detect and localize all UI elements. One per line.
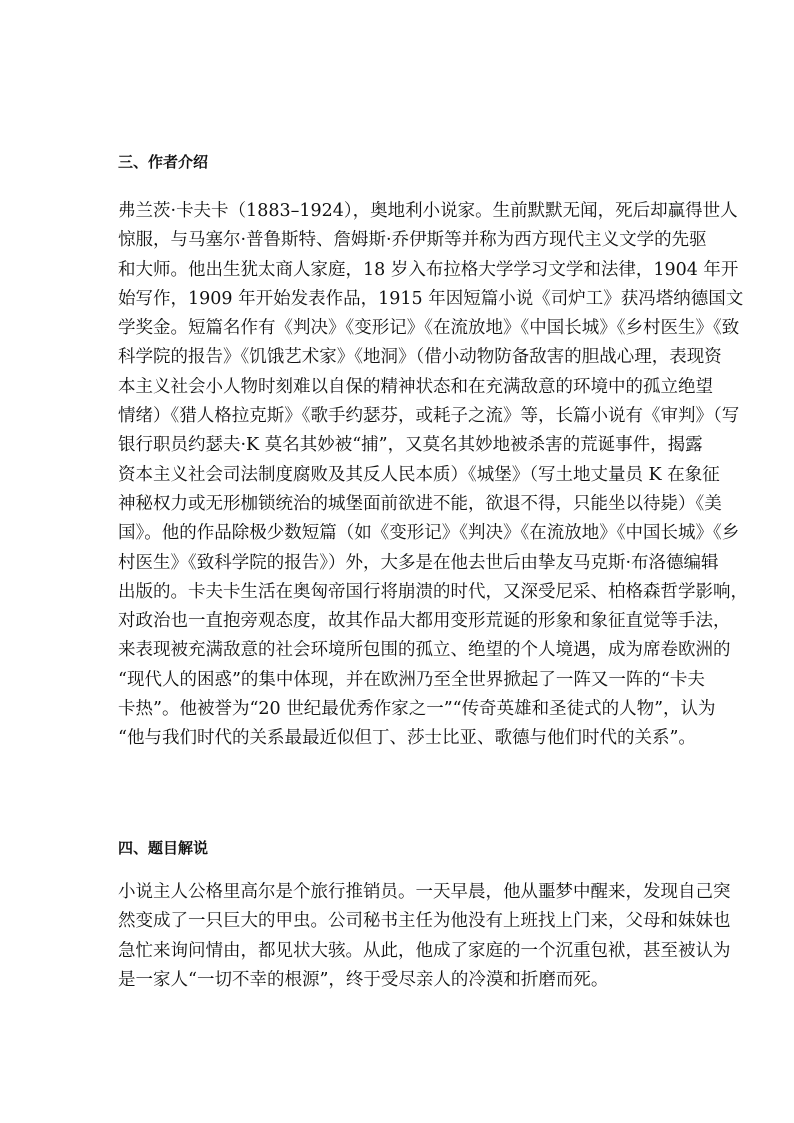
author-intro-paragraph <box>118 197 748 754</box>
paragraph-line: 惊服，与马塞尔·普鲁斯特、詹姆斯·乔伊斯等并称为西方现代主义文学的先驱 <box>118 230 707 251</box>
paragraph-line: 情绪）《猎人格拉克斯》《歌手约瑟芬，或耗子之流》等，长篇小说有《审判》（写 <box>118 406 740 427</box>
paragraph-line: 对政治也一直抱旁观态度，故其作品大都用变形荒诞的形象和象征直觉等手法， <box>118 611 731 632</box>
paragraph-line: 银行职员约瑟夫·K 莫名其妙被“捕”，又莫名其妙地被杀害的荒诞事件，揭露 <box>118 435 703 456</box>
paragraph-line: 学奖金。短篇名作有《判决》《变形记》《在流放地》《中国长城》《乡村医生》《致 <box>118 318 740 339</box>
paragraph-line: 然变成了一只巨大的甲虫。公司秘书主任为他没有上班找上门来，父母和妹妹也 <box>118 911 731 932</box>
paragraph-line: 资本主义社会司法制度腐败及其反人民本质）《城堡》（写土地丈量员 K 在象征 <box>118 464 720 485</box>
paragraph-line: 国》。他的作品除极少数短篇（如《变形记》《判决》《在流放地》《中国长城》《乡 <box>118 523 740 544</box>
paragraph-line: 科学院的报告》《饥饿艺术家》《地洞》（借小动物防备敌害的胆战心理，表现资 <box>118 347 722 368</box>
paragraph-line: 村医生》《致科学院的报告》）外，大多是在他去世后由挚友马克斯·布洛德编辑 <box>118 552 719 573</box>
paragraph-line: 急忙来询问情由，都见状大骇。从此，他成了家庭的一个沉重包袱，甚至被认为 <box>118 940 731 961</box>
section-heading-author-intro: 三、作者介绍 <box>118 153 209 171</box>
paragraph-line: 出版的。卡夫卡生活在奥匈帝国行将崩溃的时代，又深受尼采、柏格森哲学影响， <box>118 581 748 602</box>
paragraph-line: 卡热”。他被誉为“20 世纪最优秀作家之一”“传奇英雄和圣徒式的人物”，认为 <box>118 699 716 720</box>
paragraph-line: 和大师。他出生犹太商人家庭，18 岁入布拉格大学学习文学和法律，1904 年开 <box>118 259 739 280</box>
paragraph-line: 始写作，1909 年开始发表作品，1915 年因短篇小说《司炉工》获冯塔纳德国文 <box>118 288 744 309</box>
paragraph-line: 是一家人“一切不幸的根源”，终于受尽亲人的冷漠和折磨而死。 <box>118 969 609 990</box>
paragraph-line: 来表现被充满敌意的社会环境所包围的孤立、绝望的个人境遇，成为席卷欧洲的 <box>118 640 731 661</box>
paragraph-line: 神秘权力或无形枷锁统治的城堡面前欲进不能，欲退不得，只能坐以待毙）《美 <box>118 493 722 514</box>
title-explanation-paragraph <box>118 878 731 995</box>
paragraph-line: 小说主人公格里高尔是个旅行推销员。一天早晨，他从噩梦中醒来，发现自己突 <box>118 882 731 902</box>
paragraph-line: “他与我们时代的关系最最近似但丁、莎士比亚、歌德与他们时代的关系”。 <box>118 728 696 749</box>
section-heading-title-explanation: 四、题目解说 <box>118 839 209 857</box>
paragraph-line: “现代人的困惑”的集中体现，并在欧洲乃至全世界掀起了一阵又一阵的“卡夫 <box>118 669 705 690</box>
paragraph-line: 弗兰茨·卡夫卡（1883–1924），奥地利小说家。生前默默无闻，死后却赢得世人 <box>118 201 738 221</box>
paragraph-line: 本主义社会小人物时刻难以自保的精神状态和在充满敌意的环境中的孤立绝望 <box>118 376 713 397</box>
